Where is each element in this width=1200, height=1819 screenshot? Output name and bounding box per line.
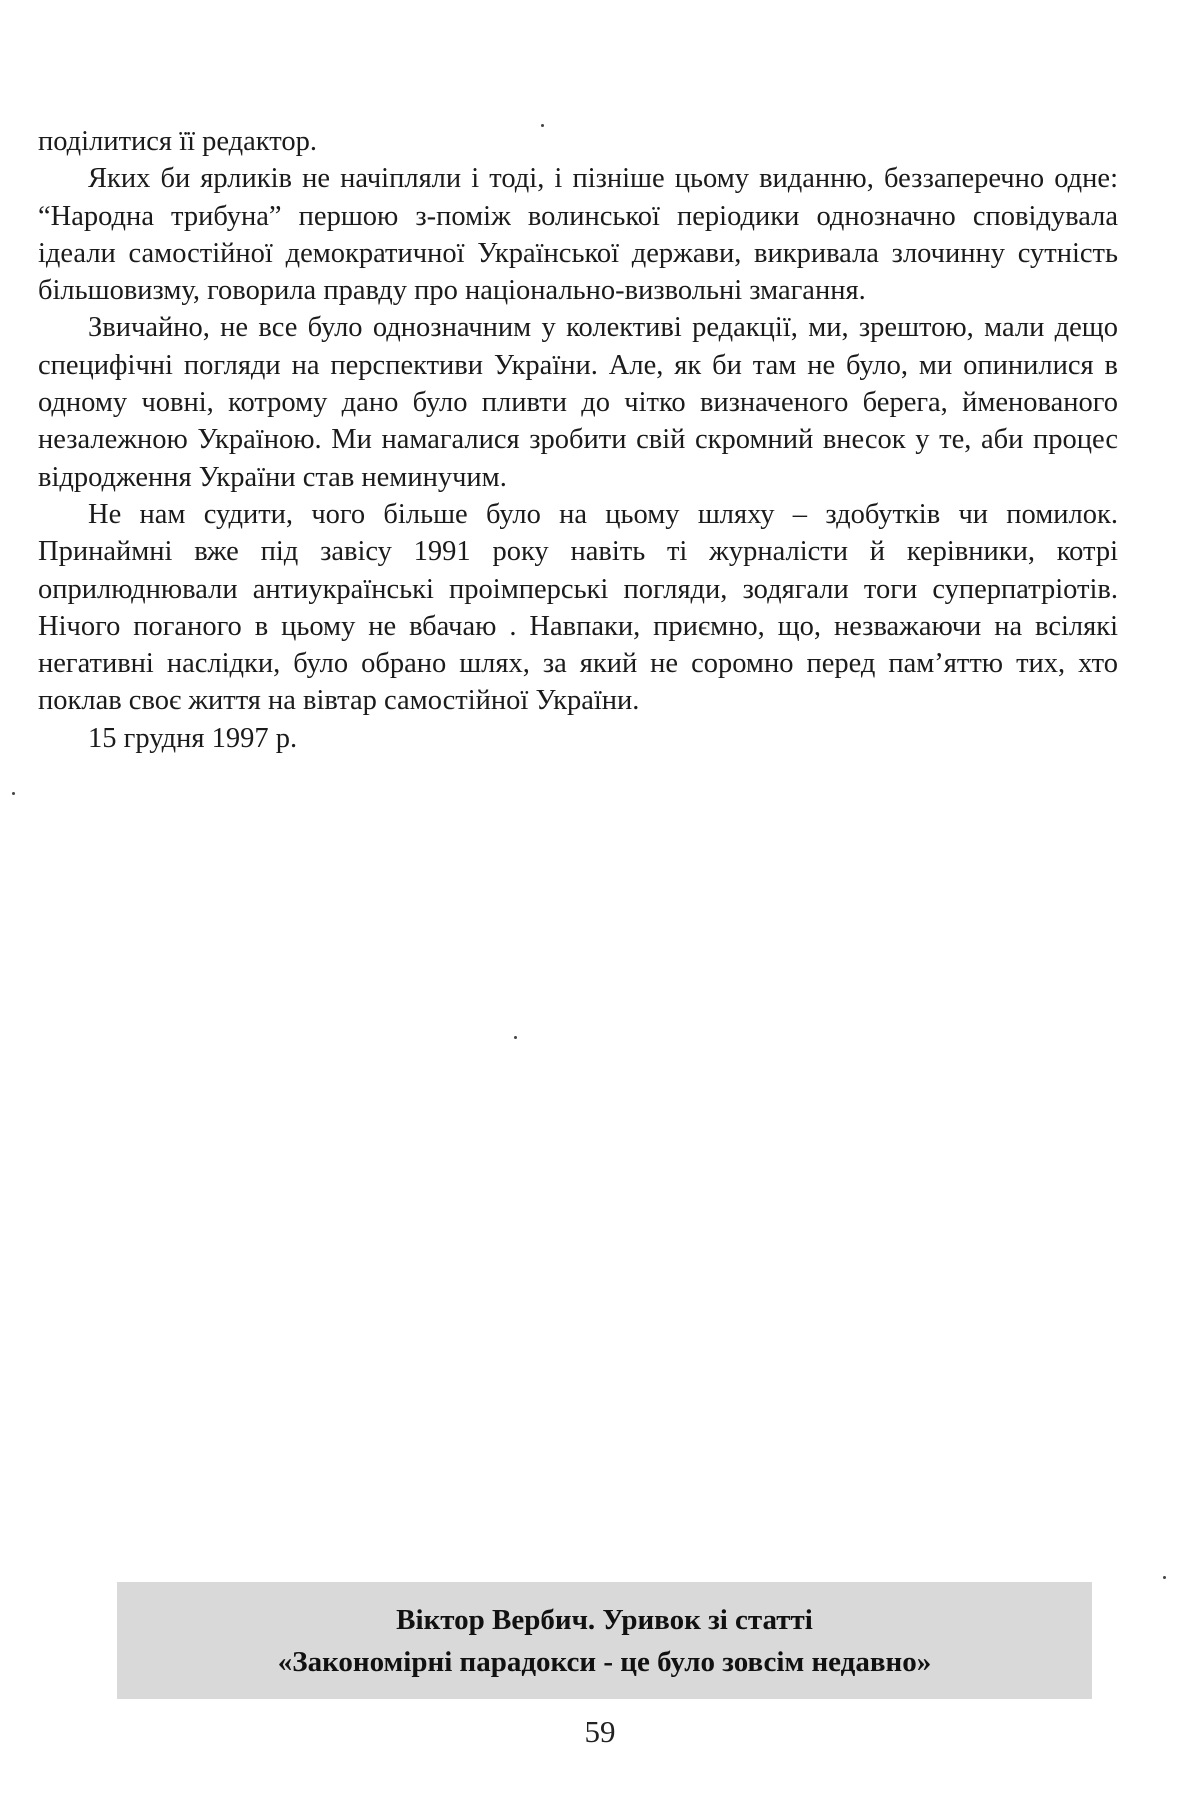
paragraph: Яких би ярликів не начіпляли і тоді, і пізніше цьому виданню, беззаперечно одне: “Народна трибуна” першою з-поміж волинської періодики однозначно сповідувала ідеали самостійної демократичної Української держави, викривала злочинну сутність більшовизму, говорила правду про національно-визвольні змагання. [38, 163, 1118, 307]
scan-speck [1163, 1576, 1166, 1579]
scan-speck [12, 792, 15, 795]
caption-author-line: Віктор Вербич. Уривок зі статті [396, 1603, 813, 1636]
scan-speck [541, 124, 544, 127]
caption-box [117, 1582, 1092, 1699]
scan-speck [514, 1036, 517, 1039]
article-date: 15 грудня 1997 р. [88, 722, 298, 754]
paragraph-continuation: поділитися її редактор. [38, 126, 317, 157]
article-text [38, 123, 1118, 757]
paragraph: Не нам судити, чого більше було на цьому шляху – здобутків чи помилок. Принаймні вже під завісу 1991 року навіть ті журналісти й керівники, котрі оприлюднювали антиукраїнські проімперські погляди, зодягали тоги суперпатріотів. Нічого поганого в цьому не вбачаю . Навпаки, приємно, що, незважаючи на всілякі негативні наслідки, було обрано шлях, за який не соромно перед пам’яттю тих, хто поклав своє життя на вівтар самостійної України. [38, 498, 1118, 717]
page-number: 59 [584, 1714, 616, 1749]
caption-title-line: «Закономірні парадокси - це було зовсім недавно» [277, 1645, 932, 1678]
paragraph: Звичайно, не все було однозначним у колективі редакції, ми, зрештою, мали дещо специфічні погляди на перспективи України. Але, як би там не було, ми опинилися в одному човні, котрому дано було пливти до чітко визначеного берега, йменованого незалежною Україною. Ми намагалися зробити свій скромний внесок у те, аби процес відродження України став неминучим. [38, 312, 1118, 493]
